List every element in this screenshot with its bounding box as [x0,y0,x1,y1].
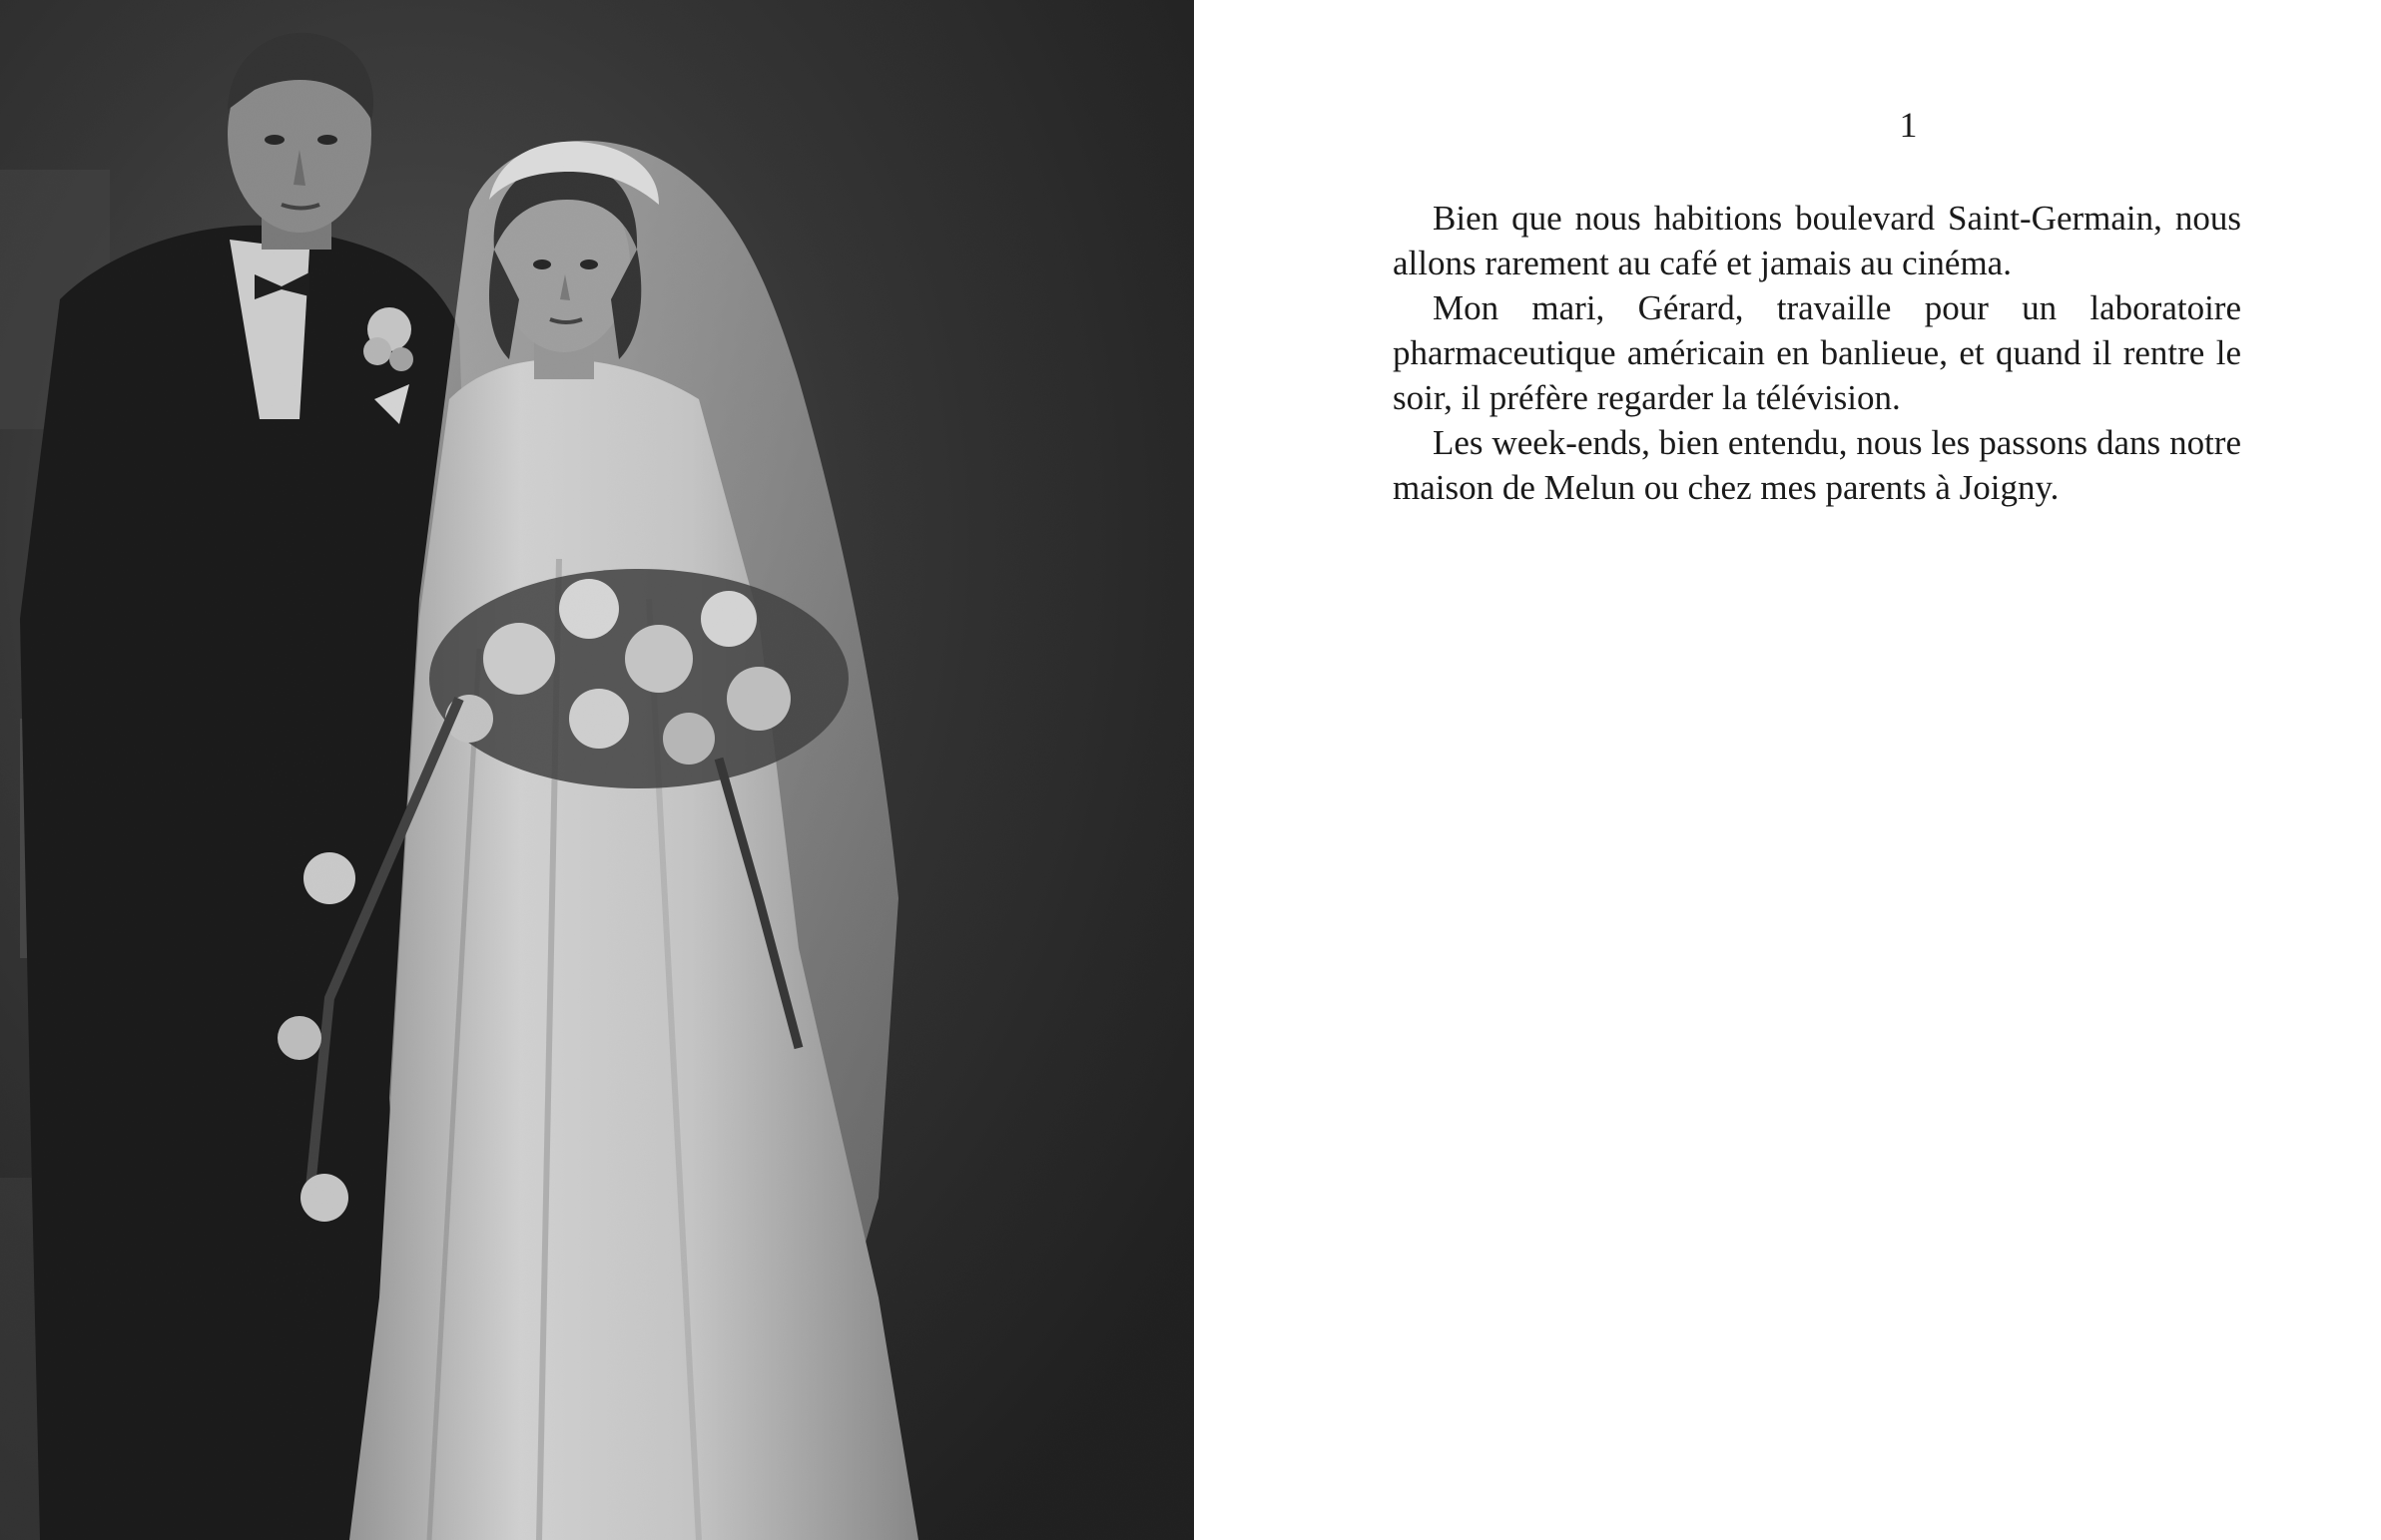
paragraph-3: Les week-ends, bien entendu, nous les passons dans notre maison de Melun ou chez mes parents à Joigny. [1393,423,2241,507]
chapter-body [1393,196,2241,510]
paragraph-2: Mon mari, Gérard, travaille pour un laboratoire pharmaceutique américain en banlieue, et quand il rentre le soir, il préfère regarder la télévision. [1393,288,2241,417]
text-page [1194,0,2381,1540]
chapter-number: 1 [1899,105,1918,145]
paragraph-1: Bien que nous habitions boulevard Saint-Germain, nous allons rarement au café et jamais au cinéma. [1393,199,2241,282]
